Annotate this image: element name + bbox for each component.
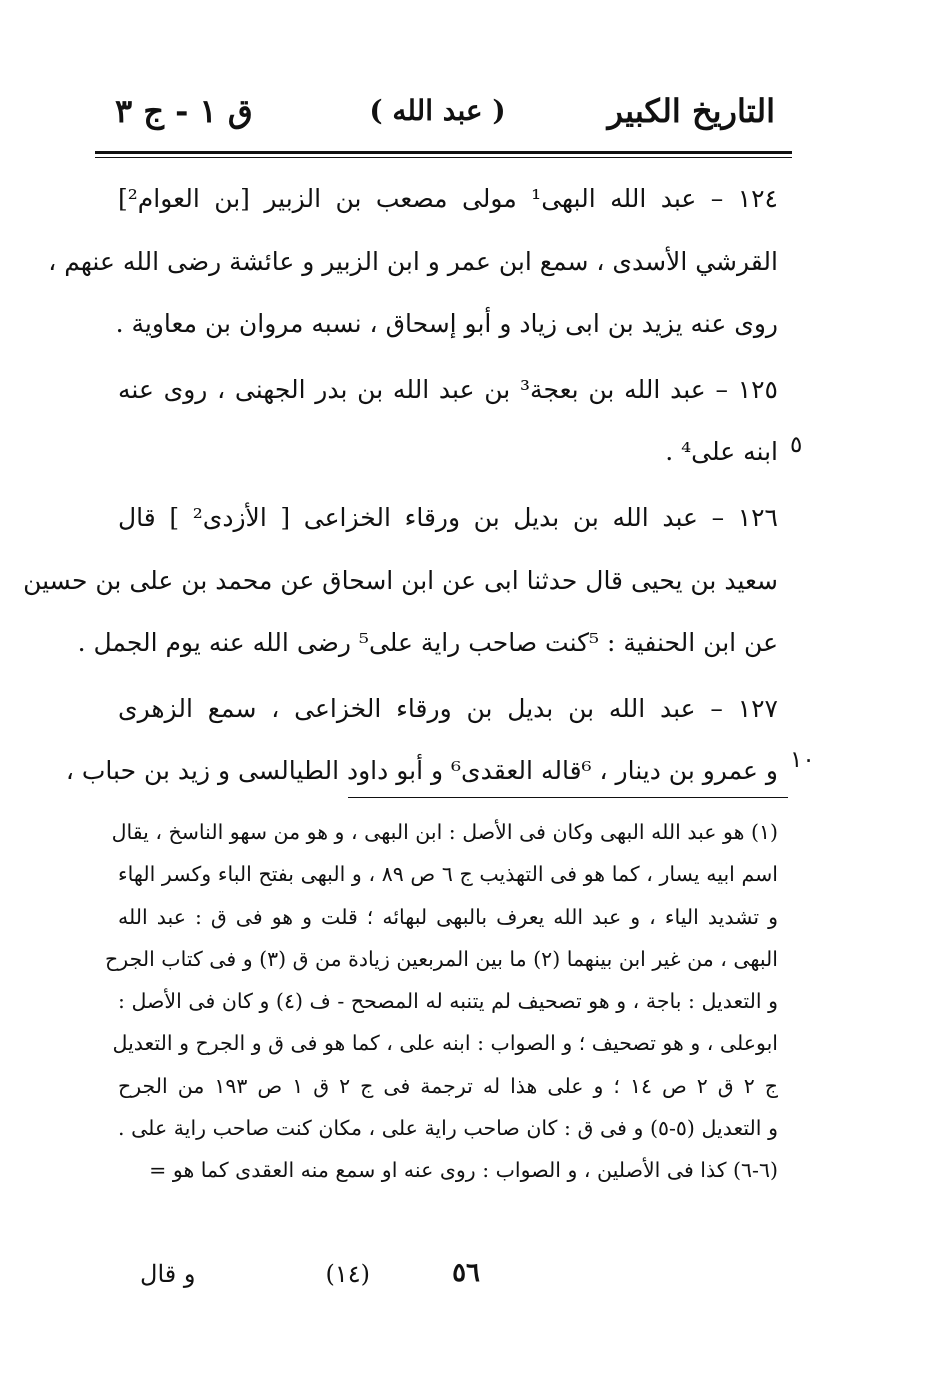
text-line: و عمرو بن دينار ، ⁶قاله العقدى⁶ و أبو داود الطيالسى و زيد بن حباب ، <box>65 756 778 786</box>
footnote-line: (١) هو عبد الله البهى وكان فى الأصل : ابن البهى ، و هو من سهو الناسخ ، يقال <box>111 820 778 844</box>
footnotes <box>105 811 779 1192</box>
running-header <box>100 92 775 148</box>
footnote-line: البهى ، من غير ابن بينهما (٢) ما بين المربعين زيادة من ق (٣) و فى كتاب الجرح <box>105 946 778 971</box>
footnote-line: و تشديد الياء ، و عبد الله يعرف بالبهى لبهائه ؛ قلت و هو فى ق : عبد الله <box>118 904 778 929</box>
footnote-line: (٦-٦) كذا فى الأصلين ، و الصواب : روى عنه او سمع منه العقدى كما هو = <box>149 1158 778 1183</box>
catchword: و قال <box>140 1260 196 1288</box>
footnote-line: ابوعلى ، و هو تصحيف ؛ و الصواب : ابنه على ، كما هو فى ق و الجرح و التعديل <box>112 1031 778 1056</box>
header-rule-thin <box>95 157 792 158</box>
footnote-line: و التعديل (٥-٥) و فى ق : كان صاحب راية على ، مكان كنت صاحب راية على . <box>118 1116 778 1141</box>
line-marker-10: ١٠ <box>790 747 815 773</box>
text-line: عن ابن الحنفية : ⁵كنت صاحب راية على⁵ رضى الله عنه يوم الجمل . <box>77 628 778 658</box>
entry-heading-line: ١٢٧ – عبد الله بن بديل بن ورقاء الخزاعى ، سمع الزهرى <box>118 693 778 723</box>
footnote-line: ج ٢ ق ٢ ص ١٤ ؛ و على هذا له ترجمة فى ج ٢ ق ١ ص ١٩٣ من الجرح <box>118 1073 778 1098</box>
signature-mark: (١٤) <box>325 1260 370 1288</box>
entry-heading-line: ١٢٤ – عبد الله البهى¹ مولى مصعب بن الزبير [بن العوام²] <box>118 184 778 213</box>
book-title: التاريخ الكبير <box>607 92 775 130</box>
page-number: ٥٦ <box>452 1258 480 1288</box>
page-footer <box>140 1258 540 1298</box>
entry-heading-line: ١٢٦ – عبد الله بن بديل بن ورقاء الخزاعى [ الأزدى² ] قال <box>118 502 778 532</box>
text-line: القرشي الأسدى ، سمع ابن عمر و ابن الزبير و عائشة رضى الله عنهم ، <box>48 246 778 276</box>
section-title: ( عبد الله ) <box>369 94 506 127</box>
main-text <box>23 168 778 803</box>
header-rule-thick <box>95 151 792 154</box>
text-line: ابنه على⁴ . <box>665 437 778 467</box>
text-line: سعيد بن يحيى قال حدثنا ابى عن ابن اسحاق عن محمد بن على بن حسين <box>23 565 778 595</box>
footnote-line: اسم ابيه يسار ، كما هو فى التهذيب ج ٦ ص ٨٩ ، و البهى بفتح الباء وكسر الهاء <box>118 862 779 887</box>
footnote-line: و التعديل : باجة ، و هو تصحيف لم يتنبه له المصحح - ف (٤) و كان فى الأصل : <box>118 989 779 1014</box>
footnote-rule <box>348 797 788 798</box>
volume-label: ق ١ - ج ٣ <box>115 92 253 130</box>
entry-heading-line: ١٢٥ – عبد الله بن بعجة³ بن عبد الله بن بدر الجهنى ، روى عنه <box>118 374 778 404</box>
line-marker-5: ٥ <box>790 432 803 458</box>
text-line: روى عنه يزيد بن ابى زياد و أبو إسحاق ، نسبه مروان بن معاوية . <box>115 309 778 339</box>
